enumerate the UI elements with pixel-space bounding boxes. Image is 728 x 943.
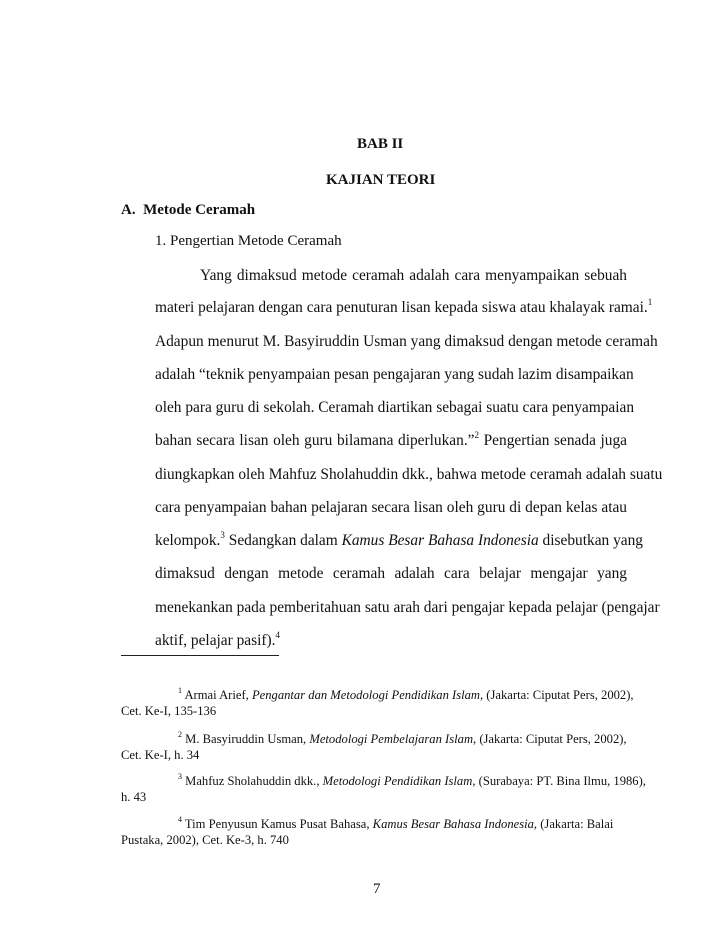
footnote-continuation: h. 43 xyxy=(121,790,147,804)
footnote-author: Tim Penyusun Kamus Pusat Bahasa, xyxy=(182,817,373,831)
body-line xyxy=(155,366,634,384)
body-text: adalah “teknik penyampaian pesan pengajaran yang sudah lazim disampaikan xyxy=(155,366,634,383)
chapter-title: KAJIAN TEORI xyxy=(326,172,436,188)
chapter-label: BAB II xyxy=(357,136,404,152)
body-line xyxy=(200,267,627,285)
footnote-2 xyxy=(121,731,629,763)
footnote-publisher: (Jakarta: Balai xyxy=(537,817,614,831)
footnote-author: M. Basyiruddin Usman, xyxy=(182,732,310,746)
footnote-1 xyxy=(121,686,634,719)
footnote-title: Pengantar dan Metodologi Pendidikan Islam, xyxy=(251,688,484,702)
footnote-publisher: (Jakarta: Ciputat Pers, 2002), xyxy=(483,688,634,702)
body-line xyxy=(155,530,643,550)
subsection-heading: 1. Pengertian Metode Ceramah xyxy=(155,233,342,249)
body-text: dimaksud dengan metode ceramah adalah cara belajar mengajar yang xyxy=(155,565,627,582)
footnote-ref: 4 xyxy=(275,630,281,640)
body-line xyxy=(155,599,660,617)
page-number: 7 xyxy=(373,881,381,897)
body-text: kelompok. xyxy=(155,532,221,549)
footnote-number: 4 xyxy=(178,815,182,824)
book-title-italic: Kamus Besar Bahasa Indonesia xyxy=(341,532,539,549)
body-line xyxy=(155,499,627,517)
body-line xyxy=(155,399,635,417)
footnote-title: Kamus Besar Bahasa Indonesia, xyxy=(372,817,538,831)
footnote-author: Mahfuz Sholahuddin dkk., xyxy=(182,774,323,788)
footnote-continuation: Pustaka, 2002), Cet. Ke-3, h. 740 xyxy=(121,833,289,847)
body-text: disebutkan yang xyxy=(538,532,643,549)
body-text: oleh para guru di sekolah. Ceramah diartikan sebagai suatu cara penyampaian xyxy=(155,399,635,416)
footnote-publisher: (Surabaya: PT. Bina Ilmu, 1986), xyxy=(475,774,646,788)
footnote-continuation: Cet. Ke-I, 135-136 xyxy=(121,704,217,718)
footnote-separator xyxy=(121,655,279,656)
body-text: bahan secara lisan oleh guru bilamana diperlukan.” xyxy=(155,432,475,449)
footnote-number: 1 xyxy=(178,686,182,695)
body-text: cara penyampaian bahan pelajaran secara lisan oleh guru di depan kelas atau xyxy=(155,499,627,516)
footnote-title: Metodologi Pendidikan Islam, xyxy=(322,774,476,788)
body-line xyxy=(155,466,663,484)
body-line xyxy=(155,333,658,351)
body-text: Pengertian senada juga xyxy=(479,432,628,449)
footnote-number: 3 xyxy=(178,772,182,781)
footnote-ref: 1 xyxy=(647,297,653,307)
body-text: materi pelajaran dengan cara penuturan lisan kepada siswa atau khalayak ramai. xyxy=(155,299,648,316)
section-heading: A. Metode Ceramah xyxy=(121,202,256,218)
footnote-4 xyxy=(121,816,629,848)
footnote-number: 2 xyxy=(178,730,182,739)
body-text: Sedangkan dalam xyxy=(224,532,342,549)
body-text: menekankan pada pemberitahuan satu arah dari pengajar kepada pelajar (pengajar xyxy=(155,599,660,616)
body-text: Adapun menurut M. Basyiruddin Usman yang dimaksud dengan metode ceramah xyxy=(155,333,658,350)
body-text: Yang dimaksud metode ceramah adalah cara menyampaikan sebuah xyxy=(200,267,627,284)
footnote-3 xyxy=(121,772,646,805)
body-line xyxy=(155,432,627,450)
footnote-author: Armai Arief, xyxy=(182,688,252,702)
footnote-ref: 2 xyxy=(474,430,479,440)
footnote-publisher: (Jakarta: Ciputat Pers, 2002), xyxy=(476,732,627,746)
body-line xyxy=(155,297,653,317)
footnote-title: Metodologi Pembelajaran Islam, xyxy=(309,732,477,746)
body-text: aktif, pelajar pasif). xyxy=(155,632,276,649)
body-line xyxy=(155,632,627,650)
footnote-ref: 3 xyxy=(220,530,225,540)
footnote-continuation: Cet. Ke-I, h. 34 xyxy=(121,748,200,762)
body-line xyxy=(155,565,627,583)
body-text: diungkapkan oleh Mahfuz Sholahuddin dkk., bahwa metode ceramah adalah suatu xyxy=(155,466,663,483)
